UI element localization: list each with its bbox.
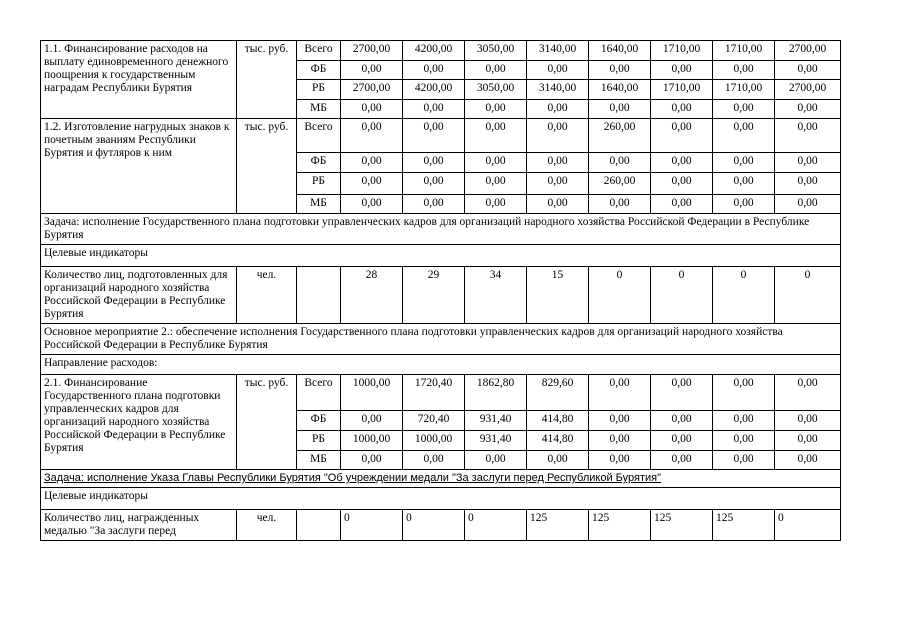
- source-cell: [297, 510, 341, 541]
- value-cell: 0,00: [775, 451, 841, 470]
- value-cell: 414,80: [527, 411, 589, 431]
- value-cell: 0,00: [341, 173, 403, 195]
- value-cell: 0,00: [341, 119, 403, 153]
- value-cell: 0,00: [465, 153, 527, 173]
- value-cell: 0,00: [527, 61, 589, 80]
- unit-cell: чел.: [237, 267, 297, 324]
- value-cell: 1710,00: [651, 80, 713, 100]
- unit-cell: тыс. руб.: [237, 41, 297, 119]
- value-cell: 0,00: [465, 61, 527, 80]
- value-cell: 0,00: [713, 195, 775, 214]
- table-row: [41, 375, 841, 411]
- value-cell: 1862,80: [465, 375, 527, 411]
- table-row: [41, 470, 841, 488]
- value-cell: 829,60: [527, 375, 589, 411]
- task-heading: Задача: исполнение Указа Главы Республики Бурятия "Об учреждении медали "За заслуги перед Республикой Бурятия": [41, 470, 841, 488]
- unit-cell: тыс. руб.: [237, 119, 297, 214]
- value-cell: 1640,00: [589, 80, 651, 100]
- value-cell: 0,00: [651, 153, 713, 173]
- value-cell: 4200,00: [403, 41, 465, 61]
- value-cell: 260,00: [589, 119, 651, 153]
- table-row: [41, 355, 841, 375]
- table-row: [41, 488, 841, 510]
- value-cell: 0,00: [341, 451, 403, 470]
- value-cell: 0,00: [403, 61, 465, 80]
- value-cell: 0,00: [713, 431, 775, 451]
- value-cell: 0,00: [589, 61, 651, 80]
- value-cell: 0,00: [651, 119, 713, 153]
- value-cell: 0,00: [589, 100, 651, 119]
- value-cell: 0,00: [465, 100, 527, 119]
- value-cell: 0,00: [465, 451, 527, 470]
- value-cell: 414,80: [527, 431, 589, 451]
- value-cell: 0,00: [713, 451, 775, 470]
- value-cell: 0,00: [403, 195, 465, 214]
- value-cell: 0,00: [713, 173, 775, 195]
- value-cell: 0,00: [589, 451, 651, 470]
- value-cell: 0,00: [713, 100, 775, 119]
- value-cell: 0,00: [527, 119, 589, 153]
- value-cell: 0,00: [341, 153, 403, 173]
- value-cell: 125: [713, 510, 775, 541]
- value-cell: 2700,00: [775, 80, 841, 100]
- value-cell: 1710,00: [713, 41, 775, 61]
- value-cell: 0: [713, 267, 775, 324]
- value-cell: 0,00: [775, 195, 841, 214]
- value-cell: 1640,00: [589, 41, 651, 61]
- value-cell: 1000,00: [341, 375, 403, 411]
- source-cell: Всего: [297, 375, 341, 411]
- value-cell: 0,00: [775, 100, 841, 119]
- task-heading: Задача: исполнение Государственного плана подготовки управленческих кадров для организаций народного хозяйства Российской Федерации в Республике Бурятия: [41, 214, 841, 245]
- value-cell: 1710,00: [651, 41, 713, 61]
- direction-heading: Направление расходов:: [41, 355, 841, 375]
- value-cell: 0,00: [341, 61, 403, 80]
- value-cell: 260,00: [589, 173, 651, 195]
- value-cell: 0,00: [775, 153, 841, 173]
- value-cell: 0,00: [713, 119, 775, 153]
- row-label: 1.1. Финансирование расходов на выплату единовременного денежного поощрения к государственным наградам Республики Бурятия: [41, 41, 237, 119]
- value-cell: 0,00: [527, 195, 589, 214]
- value-cell: 0,00: [589, 195, 651, 214]
- value-cell: 0: [775, 510, 841, 541]
- value-cell: 0: [465, 510, 527, 541]
- value-cell: 0,00: [651, 431, 713, 451]
- value-cell: 0,00: [403, 100, 465, 119]
- value-cell: 0,00: [527, 173, 589, 195]
- value-cell: 0,00: [651, 195, 713, 214]
- row-label: Количество лиц, награжденных медалью "За заслуги перед: [41, 510, 237, 541]
- value-cell: 0: [403, 510, 465, 541]
- value-cell: 0,00: [775, 173, 841, 195]
- value-cell: 3140,00: [527, 41, 589, 61]
- value-cell: 0: [341, 510, 403, 541]
- value-cell: 4200,00: [403, 80, 465, 100]
- source-cell: ФБ: [297, 153, 341, 173]
- value-cell: 2700,00: [341, 80, 403, 100]
- source-cell: МБ: [297, 451, 341, 470]
- value-cell: 720,40: [403, 411, 465, 431]
- value-cell: 34: [465, 267, 527, 324]
- value-cell: 0,00: [589, 431, 651, 451]
- value-cell: 125: [527, 510, 589, 541]
- value-cell: 28: [341, 267, 403, 324]
- value-cell: 0,00: [341, 100, 403, 119]
- table-row: [41, 510, 841, 541]
- source-cell: РБ: [297, 173, 341, 195]
- value-cell: 0,00: [651, 61, 713, 80]
- row-label: 2.1. Финансирование Государственного плана подготовки управленческих кадров для организаций народного хозяйства Российской Федерации в Республике Бурятия: [41, 375, 237, 470]
- value-cell: 931,40: [465, 431, 527, 451]
- value-cell: 0,00: [527, 451, 589, 470]
- source-cell: РБ: [297, 431, 341, 451]
- value-cell: 0,00: [341, 411, 403, 431]
- source-cell: ФБ: [297, 411, 341, 431]
- value-cell: 0,00: [775, 119, 841, 153]
- table-row: [41, 119, 841, 153]
- value-cell: 0,00: [713, 411, 775, 431]
- row-label: 1.2. Изготовление нагрудных знаков к почетным званиям Республики Бурятия и футляров к ним: [41, 119, 237, 214]
- value-cell: 0: [589, 267, 651, 324]
- value-cell: 3050,00: [465, 41, 527, 61]
- row-label: Количество лиц, подготовленных для организаций народного хозяйства Российской Федерации в Республике Бурятия: [41, 267, 237, 324]
- value-cell: 29: [403, 267, 465, 324]
- value-cell: 0,00: [465, 173, 527, 195]
- main-activity-heading: Основное мероприятие 2.: обеспечение исполнения Государственного плана подготовки управленческих кадров для организаций народного хозяйства Российской Федерации в Республике Бурятия: [41, 324, 841, 355]
- document-page: [40, 40, 840, 541]
- table-row: [41, 214, 841, 245]
- source-cell: Всего: [297, 41, 341, 61]
- value-cell: 2700,00: [341, 41, 403, 61]
- value-cell: 0,00: [527, 153, 589, 173]
- value-cell: 3050,00: [465, 80, 527, 100]
- value-cell: 0,00: [403, 451, 465, 470]
- unit-cell: тыс. руб.: [237, 375, 297, 470]
- value-cell: 1000,00: [341, 431, 403, 451]
- value-cell: 1710,00: [713, 80, 775, 100]
- table-row: [41, 245, 841, 267]
- value-cell: 0,00: [775, 411, 841, 431]
- table-row: [41, 267, 841, 324]
- value-cell: 0,00: [465, 195, 527, 214]
- program-table: [40, 40, 841, 541]
- value-cell: 0,00: [775, 61, 841, 80]
- unit-cell: чел.: [237, 510, 297, 541]
- value-cell: 1000,00: [403, 431, 465, 451]
- indicators-heading: Целевые индикаторы: [41, 488, 841, 510]
- value-cell: 0: [775, 267, 841, 324]
- table-row: [41, 41, 841, 61]
- value-cell: 2700,00: [775, 41, 841, 61]
- value-cell: 1720,40: [403, 375, 465, 411]
- value-cell: 0,00: [403, 173, 465, 195]
- value-cell: 0,00: [775, 431, 841, 451]
- source-cell: МБ: [297, 100, 341, 119]
- value-cell: 3140,00: [527, 80, 589, 100]
- value-cell: 0,00: [651, 173, 713, 195]
- value-cell: 0,00: [465, 119, 527, 153]
- source-cell: РБ: [297, 80, 341, 100]
- value-cell: 0,00: [651, 451, 713, 470]
- value-cell: 931,40: [465, 411, 527, 431]
- table-row: [41, 324, 841, 355]
- value-cell: 0,00: [713, 61, 775, 80]
- value-cell: 15: [527, 267, 589, 324]
- value-cell: 0,00: [403, 153, 465, 173]
- value-cell: 0,00: [589, 375, 651, 411]
- value-cell: 0,00: [651, 100, 713, 119]
- value-cell: 125: [651, 510, 713, 541]
- value-cell: 0,00: [589, 153, 651, 173]
- value-cell: 0,00: [775, 375, 841, 411]
- source-cell: Всего: [297, 119, 341, 153]
- value-cell: 0,00: [341, 195, 403, 214]
- value-cell: 0,00: [651, 411, 713, 431]
- value-cell: 125: [589, 510, 651, 541]
- source-cell: МБ: [297, 195, 341, 214]
- value-cell: 0,00: [651, 375, 713, 411]
- value-cell: 0,00: [713, 375, 775, 411]
- indicators-heading: Целевые индикаторы: [41, 245, 841, 267]
- source-cell: [297, 267, 341, 324]
- value-cell: 0,00: [713, 153, 775, 173]
- value-cell: 0: [651, 267, 713, 324]
- value-cell: 0,00: [527, 100, 589, 119]
- value-cell: 0,00: [589, 411, 651, 431]
- source-cell: ФБ: [297, 61, 341, 80]
- value-cell: 0,00: [403, 119, 465, 153]
